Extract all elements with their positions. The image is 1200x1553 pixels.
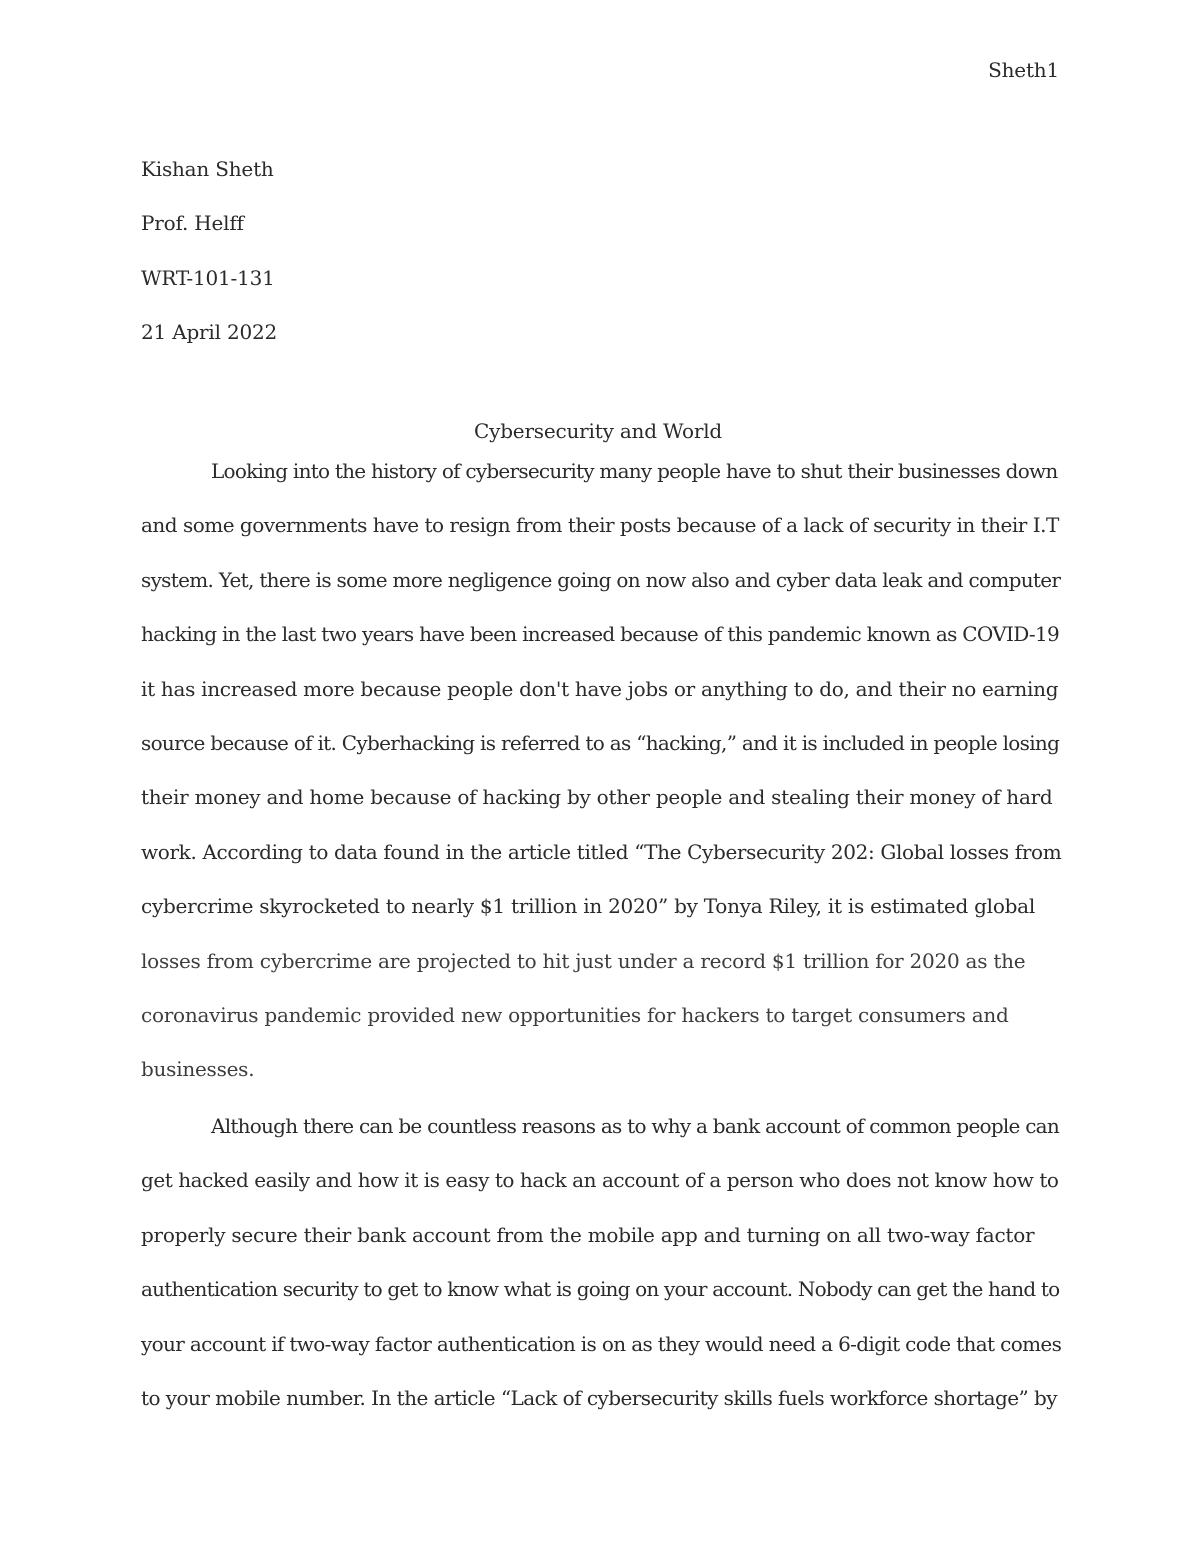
text-line: properly secure their bank account from the mobile app and turning on all two-way factor: [141, 1222, 1035, 1247]
text-line: losses from cybercrime are projected to hit just under a record $1 trillion for 2020 as the: [141, 948, 1026, 973]
text-line: it has increased more because people don't have jobs or anything to do, and their no earning: [141, 676, 1059, 701]
paragraph: [141, 1099, 1061, 1425]
text-line: hacking in the last two years have been increased because of this pandemic known as COVID-19: [141, 622, 1060, 647]
mla-heading: [141, 142, 1061, 360]
essay-title: Cybersecurity and World: [474, 419, 722, 443]
instructor-name: Prof. Helff: [141, 211, 244, 236]
text-line: your account if two-way factor authentication is on as they would need a 6-digit code that comes: [141, 1331, 1062, 1356]
text-line: work. According to data found in the article titled “The Cybersecurity 202: Global losses from: [141, 839, 1062, 864]
date: 21 April 2022: [141, 320, 278, 345]
text-line: their money and home because of hacking by other people and stealing their money of hard: [141, 785, 1053, 810]
text-line: get hacked easily and how it is easy to hack an account of a person who does not know how to: [141, 1168, 1059, 1193]
text-line: Although there can be countless reasons as to why a bank account of common people can: [211, 1114, 1059, 1138]
text-line: businesses.: [141, 1057, 255, 1082]
text-line: authentication security to get to know what is going on your account. Nobody can get the hand to: [141, 1277, 1060, 1302]
paragraph: [141, 444, 1061, 1097]
text-line: to your mobile number. In the article “Lack of cybersecurity skills fuels workforce shortage” by: [141, 1385, 1058, 1410]
text-line: Looking into the history of cybersecurity many people have to shut their businesses down: [211, 459, 1058, 483]
author-name: Kishan Sheth: [141, 157, 274, 181]
text-line: cybercrime skyrocketed to nearly $1 trillion in 2020” by Tonya Riley, it is estimated global: [141, 894, 1035, 919]
text-line: coronavirus pandemic provided new opportunities for hackers to target consumers and: [141, 1002, 1009, 1027]
running-head: Sheth1: [988, 58, 1059, 82]
text-line: system. Yet, there is some more negligence going on now also and cyber data leak and computer: [141, 567, 1061, 592]
course-code: WRT-101-131: [141, 265, 275, 290]
text-line: source because of it. Cyberhacking is referred to as “hacking,” and it is included in people losing: [141, 730, 1060, 755]
text-line: and some governments have to resign from their posts because of a lack of security in their I.T: [141, 513, 1059, 538]
